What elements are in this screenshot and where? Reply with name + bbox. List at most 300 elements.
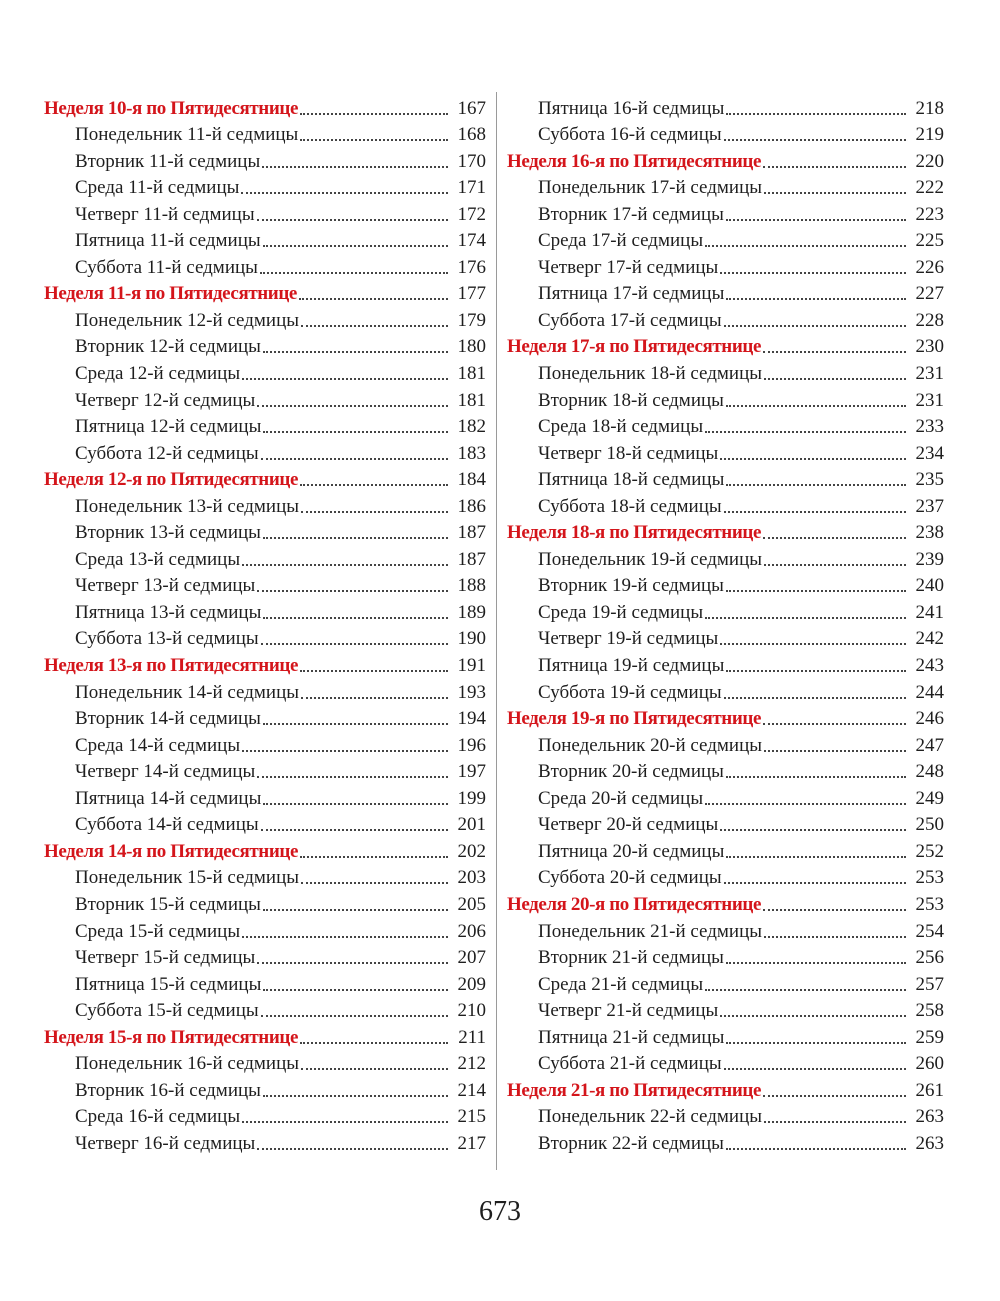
toc-entry <box>44 704 486 731</box>
toc-section-heading <box>507 889 944 916</box>
toc-entry-title: Суббота 11-й седмицы <box>75 256 258 278</box>
dot-leader <box>257 1148 448 1150</box>
toc-entry <box>507 252 944 279</box>
dot-leader <box>300 113 448 115</box>
toc-page-number: 180 <box>457 336 486 358</box>
toc-page-number: 168 <box>457 124 486 146</box>
toc-entry-title: Четверг 19-й седмицы <box>538 628 719 650</box>
toc-heading-title: Неделя 21-я по Пятидесятнице <box>507 1079 761 1101</box>
toc-entry-title: Суббота 20-й седмицы <box>538 867 722 889</box>
dot-leader <box>260 272 448 274</box>
toc-page-number: 212 <box>457 1053 486 1075</box>
dot-leader <box>720 458 906 460</box>
toc-entry-title: Вторник 18-й седмицы <box>538 389 724 411</box>
dot-leader <box>263 989 448 991</box>
toc-entry <box>44 199 486 226</box>
dot-leader <box>263 245 448 247</box>
toc-page-number: 172 <box>457 203 486 225</box>
toc-heading-title: Неделя 17-я по Пятидесятнице <box>507 336 761 358</box>
toc-entry-title: Вторник 14-й седмицы <box>75 708 261 730</box>
page-number: 673 <box>479 1196 521 1227</box>
dot-leader <box>764 750 906 752</box>
dot-leader <box>301 511 448 513</box>
toc-entry-title: Четверг 16-й седмицы <box>75 1132 256 1154</box>
dot-leader <box>263 351 448 353</box>
toc-page-number: 230 <box>915 336 944 358</box>
toc-section-heading <box>44 93 486 120</box>
toc-page-number: 247 <box>915 734 944 756</box>
toc-entry <box>44 730 486 757</box>
toc-entry <box>507 1049 944 1076</box>
dot-leader <box>764 564 906 566</box>
dot-leader <box>724 1068 906 1070</box>
toc-entry-title: Пятница 15-й седмицы <box>75 973 262 995</box>
toc-entry-title: Понедельник 11-й седмицы <box>75 124 299 146</box>
toc-page-number: 171 <box>457 177 486 199</box>
toc-heading-title: Неделя 20-я по Пятидесятнице <box>507 893 761 915</box>
toc-entry-title: Четверг 21-й седмицы <box>538 1000 719 1022</box>
toc-page-number: 246 <box>915 708 944 730</box>
dot-leader <box>261 1015 448 1017</box>
toc-entry <box>507 173 944 200</box>
toc-entry-title: Вторник 11-й седмицы <box>75 150 261 172</box>
dot-leader <box>726 670 906 672</box>
toc-entry <box>507 783 944 810</box>
dot-leader <box>300 139 448 141</box>
toc-entry-title: Суббота 17-й седмицы <box>538 309 722 331</box>
toc-entry <box>44 491 486 518</box>
dot-leader <box>726 590 906 592</box>
toc-entry-title: Четверг 15-й седмицы <box>75 947 256 969</box>
toc-entry <box>44 624 486 651</box>
toc-page-number: 242 <box>915 628 944 650</box>
dot-leader <box>242 936 448 938</box>
toc-entry-title: Понедельник 20-й седмицы <box>538 734 763 756</box>
toc-section-heading <box>44 650 486 677</box>
toc-page-number: 241 <box>915 601 944 623</box>
dot-leader <box>763 1095 906 1097</box>
toc-page-number: 235 <box>915 469 944 491</box>
toc-entry-title: Среда 19-й седмицы <box>538 601 704 623</box>
toc-page-number: 257 <box>915 973 944 995</box>
dot-leader <box>263 803 448 805</box>
dot-leader <box>724 511 906 513</box>
dot-leader <box>705 617 906 619</box>
toc-section-heading <box>44 1022 486 1049</box>
toc-entry-title: Вторник 12-й седмицы <box>75 336 261 358</box>
dot-leader <box>720 272 906 274</box>
toc-entry-title: Пятница 21-й седмицы <box>538 1026 725 1048</box>
toc-page-number: 182 <box>457 416 486 438</box>
toc-entry <box>507 810 944 837</box>
toc-entry <box>44 996 486 1023</box>
toc-entry <box>507 491 944 518</box>
toc-page-number: 253 <box>915 893 944 915</box>
toc-entry-title: Вторник 21-й седмицы <box>538 947 724 969</box>
toc-section-heading <box>507 1075 944 1102</box>
toc-entry-title: Среда 14-й седмицы <box>75 734 241 756</box>
toc-entry <box>507 358 944 385</box>
toc-entry <box>44 305 486 332</box>
toc-entry <box>44 1102 486 1129</box>
toc-page-number: 228 <box>915 309 944 331</box>
toc-entry-title: Пятница 12-й седмицы <box>75 416 262 438</box>
toc-heading-title: Неделя 15-я по Пятидесятнице <box>44 1026 298 1048</box>
toc-entry <box>507 916 944 943</box>
toc-entry-title: Понедельник 18-й седмицы <box>538 363 763 385</box>
toc-entry-title: Среда 21-й седмицы <box>538 973 704 995</box>
toc-entry <box>44 173 486 200</box>
dot-leader <box>726 962 906 964</box>
toc-entry <box>507 1022 944 1049</box>
toc-entry-title: Вторник 20-й седмицы <box>538 761 724 783</box>
toc-page-number: 193 <box>457 681 486 703</box>
dot-leader <box>261 458 448 460</box>
dot-leader <box>301 325 448 327</box>
toc-page-number: 215 <box>457 1106 486 1128</box>
toc-entry-title: Суббота 13-й седмицы <box>75 628 259 650</box>
dot-leader <box>705 431 906 433</box>
toc-entry <box>507 544 944 571</box>
toc-page-number: 239 <box>915 548 944 570</box>
toc-page-number: 199 <box>457 787 486 809</box>
toc-entry <box>44 252 486 279</box>
toc-entry-title: Среда 12-й седмицы <box>75 363 241 385</box>
toc-page-number: 201 <box>457 814 486 836</box>
toc-section-heading <box>507 146 944 173</box>
dot-leader <box>764 936 906 938</box>
toc-entry <box>44 518 486 545</box>
toc-page-number: 189 <box>457 601 486 623</box>
toc-entry-title: Пятница 14-й седмицы <box>75 787 262 809</box>
toc-entry <box>507 385 944 412</box>
toc-page-number: 258 <box>915 1000 944 1022</box>
toc-page-number: 249 <box>915 787 944 809</box>
toc-page-number: 254 <box>915 920 944 942</box>
dot-leader <box>257 776 448 778</box>
toc-page-number: 225 <box>915 230 944 252</box>
toc-entry <box>44 544 486 571</box>
dot-leader <box>300 484 448 486</box>
dot-leader <box>763 723 906 725</box>
dot-leader <box>257 405 448 407</box>
toc-entry-title: Понедельник 22-й седмицы <box>538 1106 763 1128</box>
dot-leader <box>726 856 906 858</box>
dot-leader <box>764 192 906 194</box>
toc-heading-title: Неделя 13-я по Пятидесятнице <box>44 655 298 677</box>
toc-entry-title: Пятница 16-й седмицы <box>538 97 725 119</box>
toc-entry-title: Четверг 14-й седмицы <box>75 761 256 783</box>
dot-leader <box>724 882 906 884</box>
toc-page-number: 183 <box>457 442 486 464</box>
toc-entry-title: Четверг 13-й седмицы <box>75 575 256 597</box>
dot-leader <box>241 192 448 194</box>
column-divider <box>496 92 497 1170</box>
toc-entry-title: Вторник 22-й седмицы <box>538 1132 724 1154</box>
toc-entry <box>44 810 486 837</box>
dot-leader <box>764 378 906 380</box>
toc-entry-title: Пятница 20-й седмицы <box>538 840 725 862</box>
dot-leader <box>263 617 448 619</box>
toc-page-number: 214 <box>457 1079 486 1101</box>
toc-page-number: 219 <box>915 124 944 146</box>
toc-entry <box>507 120 944 147</box>
toc-entry-title: Среда 20-й седмицы <box>538 787 704 809</box>
toc-page-number: 190 <box>457 628 486 650</box>
toc-page-number: 188 <box>457 575 486 597</box>
toc-entry <box>507 279 944 306</box>
toc-entry <box>507 1128 944 1155</box>
toc-page-number: 248 <box>915 761 944 783</box>
toc-page-number: 253 <box>915 867 944 889</box>
dot-leader <box>242 1121 448 1123</box>
dot-leader <box>242 564 448 566</box>
toc-entry-title: Суббота 14-й седмицы <box>75 814 259 836</box>
dot-leader <box>705 245 906 247</box>
toc-page-number: 167 <box>457 97 486 119</box>
dot-leader <box>263 909 448 911</box>
toc-entry-title: Среда 17-й седмицы <box>538 230 704 252</box>
dot-leader <box>726 1042 906 1044</box>
toc-entry-title: Вторник 17-й седмицы <box>538 203 724 225</box>
dot-leader <box>301 882 448 884</box>
toc-entry-title: Суббота 12-й седмицы <box>75 442 259 464</box>
dot-leader <box>720 643 906 645</box>
toc-entry <box>44 120 486 147</box>
toc-entry <box>507 93 944 120</box>
toc-page-number: 203 <box>457 867 486 889</box>
toc-entry <box>44 969 486 996</box>
toc-section-heading <box>44 465 486 492</box>
toc-entry-title: Вторник 19-й седмицы <box>538 575 724 597</box>
toc-entry <box>507 597 944 624</box>
toc-entry <box>44 1049 486 1076</box>
toc-page-number: 196 <box>457 734 486 756</box>
dot-leader <box>263 723 448 725</box>
dot-leader <box>726 484 906 486</box>
toc-entry-title: Суббота 18-й седмицы <box>538 495 722 517</box>
dot-leader <box>257 590 448 592</box>
toc-page-number: 187 <box>457 548 486 570</box>
toc-entry <box>44 597 486 624</box>
toc-entry <box>44 571 486 598</box>
toc-entry <box>507 438 944 465</box>
dot-leader <box>300 670 448 672</box>
toc-page-number: 243 <box>915 655 944 677</box>
toc-entry-title: Среда 18-й седмицы <box>538 416 704 438</box>
toc-page-number: 181 <box>457 389 486 411</box>
dot-leader <box>261 643 448 645</box>
dot-leader <box>242 750 448 752</box>
toc-right-column <box>507 93 944 1155</box>
toc-entry <box>507 757 944 784</box>
toc-page-number: 223 <box>915 203 944 225</box>
toc-entry-title: Пятница 19-й седмицы <box>538 655 725 677</box>
toc-entry <box>507 996 944 1023</box>
toc-page-number: 176 <box>457 256 486 278</box>
toc-page-number: 250 <box>915 814 944 836</box>
toc-entry-title: Вторник 13-й седмицы <box>75 522 261 544</box>
toc-page-number: 256 <box>915 947 944 969</box>
toc-entry-title: Понедельник 14-й седмицы <box>75 681 300 703</box>
dot-leader <box>726 298 906 300</box>
toc-entry <box>44 783 486 810</box>
toc-entry-title: Четверг 12-й седмицы <box>75 389 256 411</box>
toc-entry <box>507 863 944 890</box>
dot-leader <box>720 829 906 831</box>
toc-entry <box>507 305 944 332</box>
dot-leader <box>301 1068 448 1070</box>
toc-page-number: 181 <box>457 363 486 385</box>
toc-page-number: 177 <box>457 283 486 305</box>
dot-leader <box>724 139 906 141</box>
dot-leader <box>724 325 906 327</box>
toc-left-column <box>44 93 486 1155</box>
toc-heading-title: Неделя 14-я по Пятидесятнице <box>44 840 298 862</box>
toc-page-number: 186 <box>457 495 486 517</box>
toc-entry <box>44 358 486 385</box>
toc-page-number: 240 <box>915 575 944 597</box>
toc-entry <box>44 1075 486 1102</box>
dot-leader <box>726 1148 906 1150</box>
toc-entry <box>507 969 944 996</box>
dot-leader <box>261 829 448 831</box>
toc-entry <box>44 889 486 916</box>
toc-entry-title: Понедельник 12-й седмицы <box>75 309 300 331</box>
toc-page-number: 252 <box>915 840 944 862</box>
toc-entry-title: Понедельник 15-й седмицы <box>75 867 300 889</box>
toc-entry-title: Суббота 16-й седмицы <box>538 124 722 146</box>
toc-entry <box>44 863 486 890</box>
toc-entry <box>44 677 486 704</box>
toc-entry <box>44 1128 486 1155</box>
toc-entry <box>44 438 486 465</box>
dot-leader <box>257 962 448 964</box>
dot-leader <box>300 1042 448 1044</box>
dot-leader <box>242 378 448 380</box>
toc-entry-title: Вторник 15-й седмицы <box>75 893 261 915</box>
toc-page-number: 197 <box>457 761 486 783</box>
toc-entry <box>507 836 944 863</box>
toc-entry <box>44 412 486 439</box>
toc-page-number: 227 <box>915 283 944 305</box>
toc-page-number: 231 <box>915 363 944 385</box>
toc-entry-title: Понедельник 16-й седмицы <box>75 1053 300 1075</box>
dot-leader <box>763 166 906 168</box>
toc-entry <box>507 226 944 253</box>
toc-entry <box>507 677 944 704</box>
toc-entry-title: Пятница 18-й седмицы <box>538 469 725 491</box>
toc-entry-title: Четверг 18-й седмицы <box>538 442 719 464</box>
toc-page-number: 226 <box>915 256 944 278</box>
dot-leader <box>301 697 448 699</box>
dot-leader <box>726 219 906 221</box>
toc-entry <box>507 412 944 439</box>
toc-page-number: 211 <box>458 1026 486 1048</box>
toc-heading-title: Неделя 10-я по Пятидесятнице <box>44 97 298 119</box>
toc-page-number: 220 <box>915 150 944 172</box>
dot-leader <box>763 909 906 911</box>
toc-section-heading <box>507 704 944 731</box>
dot-leader <box>726 776 906 778</box>
toc-heading-title: Неделя 12-я по Пятидесятнице <box>44 469 298 491</box>
toc-section-heading <box>507 518 944 545</box>
toc-page-number: 174 <box>457 230 486 252</box>
toc-entry-title: Понедельник 17-й седмицы <box>538 177 763 199</box>
dot-leader <box>299 298 448 300</box>
toc-entry <box>507 465 944 492</box>
toc-entry-title: Понедельник 13-й седмицы <box>75 495 300 517</box>
dot-leader <box>300 856 448 858</box>
toc-page-number: 263 <box>915 1106 944 1128</box>
toc-entry <box>507 730 944 757</box>
toc-page-number: 205 <box>457 893 486 915</box>
toc-page-number: 207 <box>457 947 486 969</box>
toc-page-number: 263 <box>915 1132 944 1154</box>
toc-entry <box>44 332 486 359</box>
toc-page-number: 260 <box>915 1053 944 1075</box>
toc-entry <box>507 624 944 651</box>
toc-page-number: 210 <box>457 1000 486 1022</box>
toc-entry <box>44 226 486 253</box>
toc-entry <box>44 385 486 412</box>
toc-page-number: 259 <box>915 1026 944 1048</box>
toc-entry-title: Суббота 21-й седмицы <box>538 1053 722 1075</box>
toc-heading-title: Неделя 16-я по Пятидесятнице <box>507 150 761 172</box>
toc-section-heading <box>44 836 486 863</box>
dot-leader <box>263 537 448 539</box>
toc-page-number: 231 <box>915 389 944 411</box>
toc-entry-title: Среда 13-й седмицы <box>75 548 241 570</box>
toc-entry <box>44 943 486 970</box>
toc-entry <box>507 1102 944 1129</box>
toc-section-heading <box>44 279 486 306</box>
dot-leader <box>263 431 448 433</box>
toc-entry <box>44 146 486 173</box>
toc-entry-title: Понедельник 21-й седмицы <box>538 920 763 942</box>
toc-entry <box>44 916 486 943</box>
dot-leader <box>724 697 906 699</box>
dot-leader <box>262 166 448 168</box>
toc-page-number: 194 <box>457 708 486 730</box>
toc-entry-title: Пятница 11-й седмицы <box>75 230 261 252</box>
toc-page-number: 217 <box>457 1132 486 1154</box>
toc-page-number: 184 <box>457 469 486 491</box>
toc-page-number: 244 <box>915 681 944 703</box>
toc-entry <box>507 571 944 598</box>
toc-entry-title: Суббота 19-й седмицы <box>538 681 722 703</box>
toc-page-number: 222 <box>915 177 944 199</box>
toc-page-number: 206 <box>457 920 486 942</box>
toc-entry-title: Четверг 11-й седмицы <box>75 203 255 225</box>
toc-section-heading <box>507 332 944 359</box>
toc-entry-title: Вторник 16-й седмицы <box>75 1079 261 1101</box>
toc-page-number: 202 <box>457 840 486 862</box>
toc-entry-title: Понедельник 19-й седмицы <box>538 548 763 570</box>
toc-entry-title: Среда 15-й седмицы <box>75 920 241 942</box>
toc-page-number: 238 <box>915 522 944 544</box>
toc-heading-title: Неделя 11-я по Пятидесятнице <box>44 283 297 305</box>
dot-leader <box>720 1015 906 1017</box>
toc-entry <box>507 650 944 677</box>
dot-leader <box>263 1095 448 1097</box>
dot-leader <box>763 537 906 539</box>
toc-page-number: 170 <box>457 150 486 172</box>
toc-entry-title: Пятница 17-й седмицы <box>538 283 725 305</box>
toc-page-number: 218 <box>915 97 944 119</box>
dot-leader <box>705 803 906 805</box>
toc-page-number: 234 <box>915 442 944 464</box>
